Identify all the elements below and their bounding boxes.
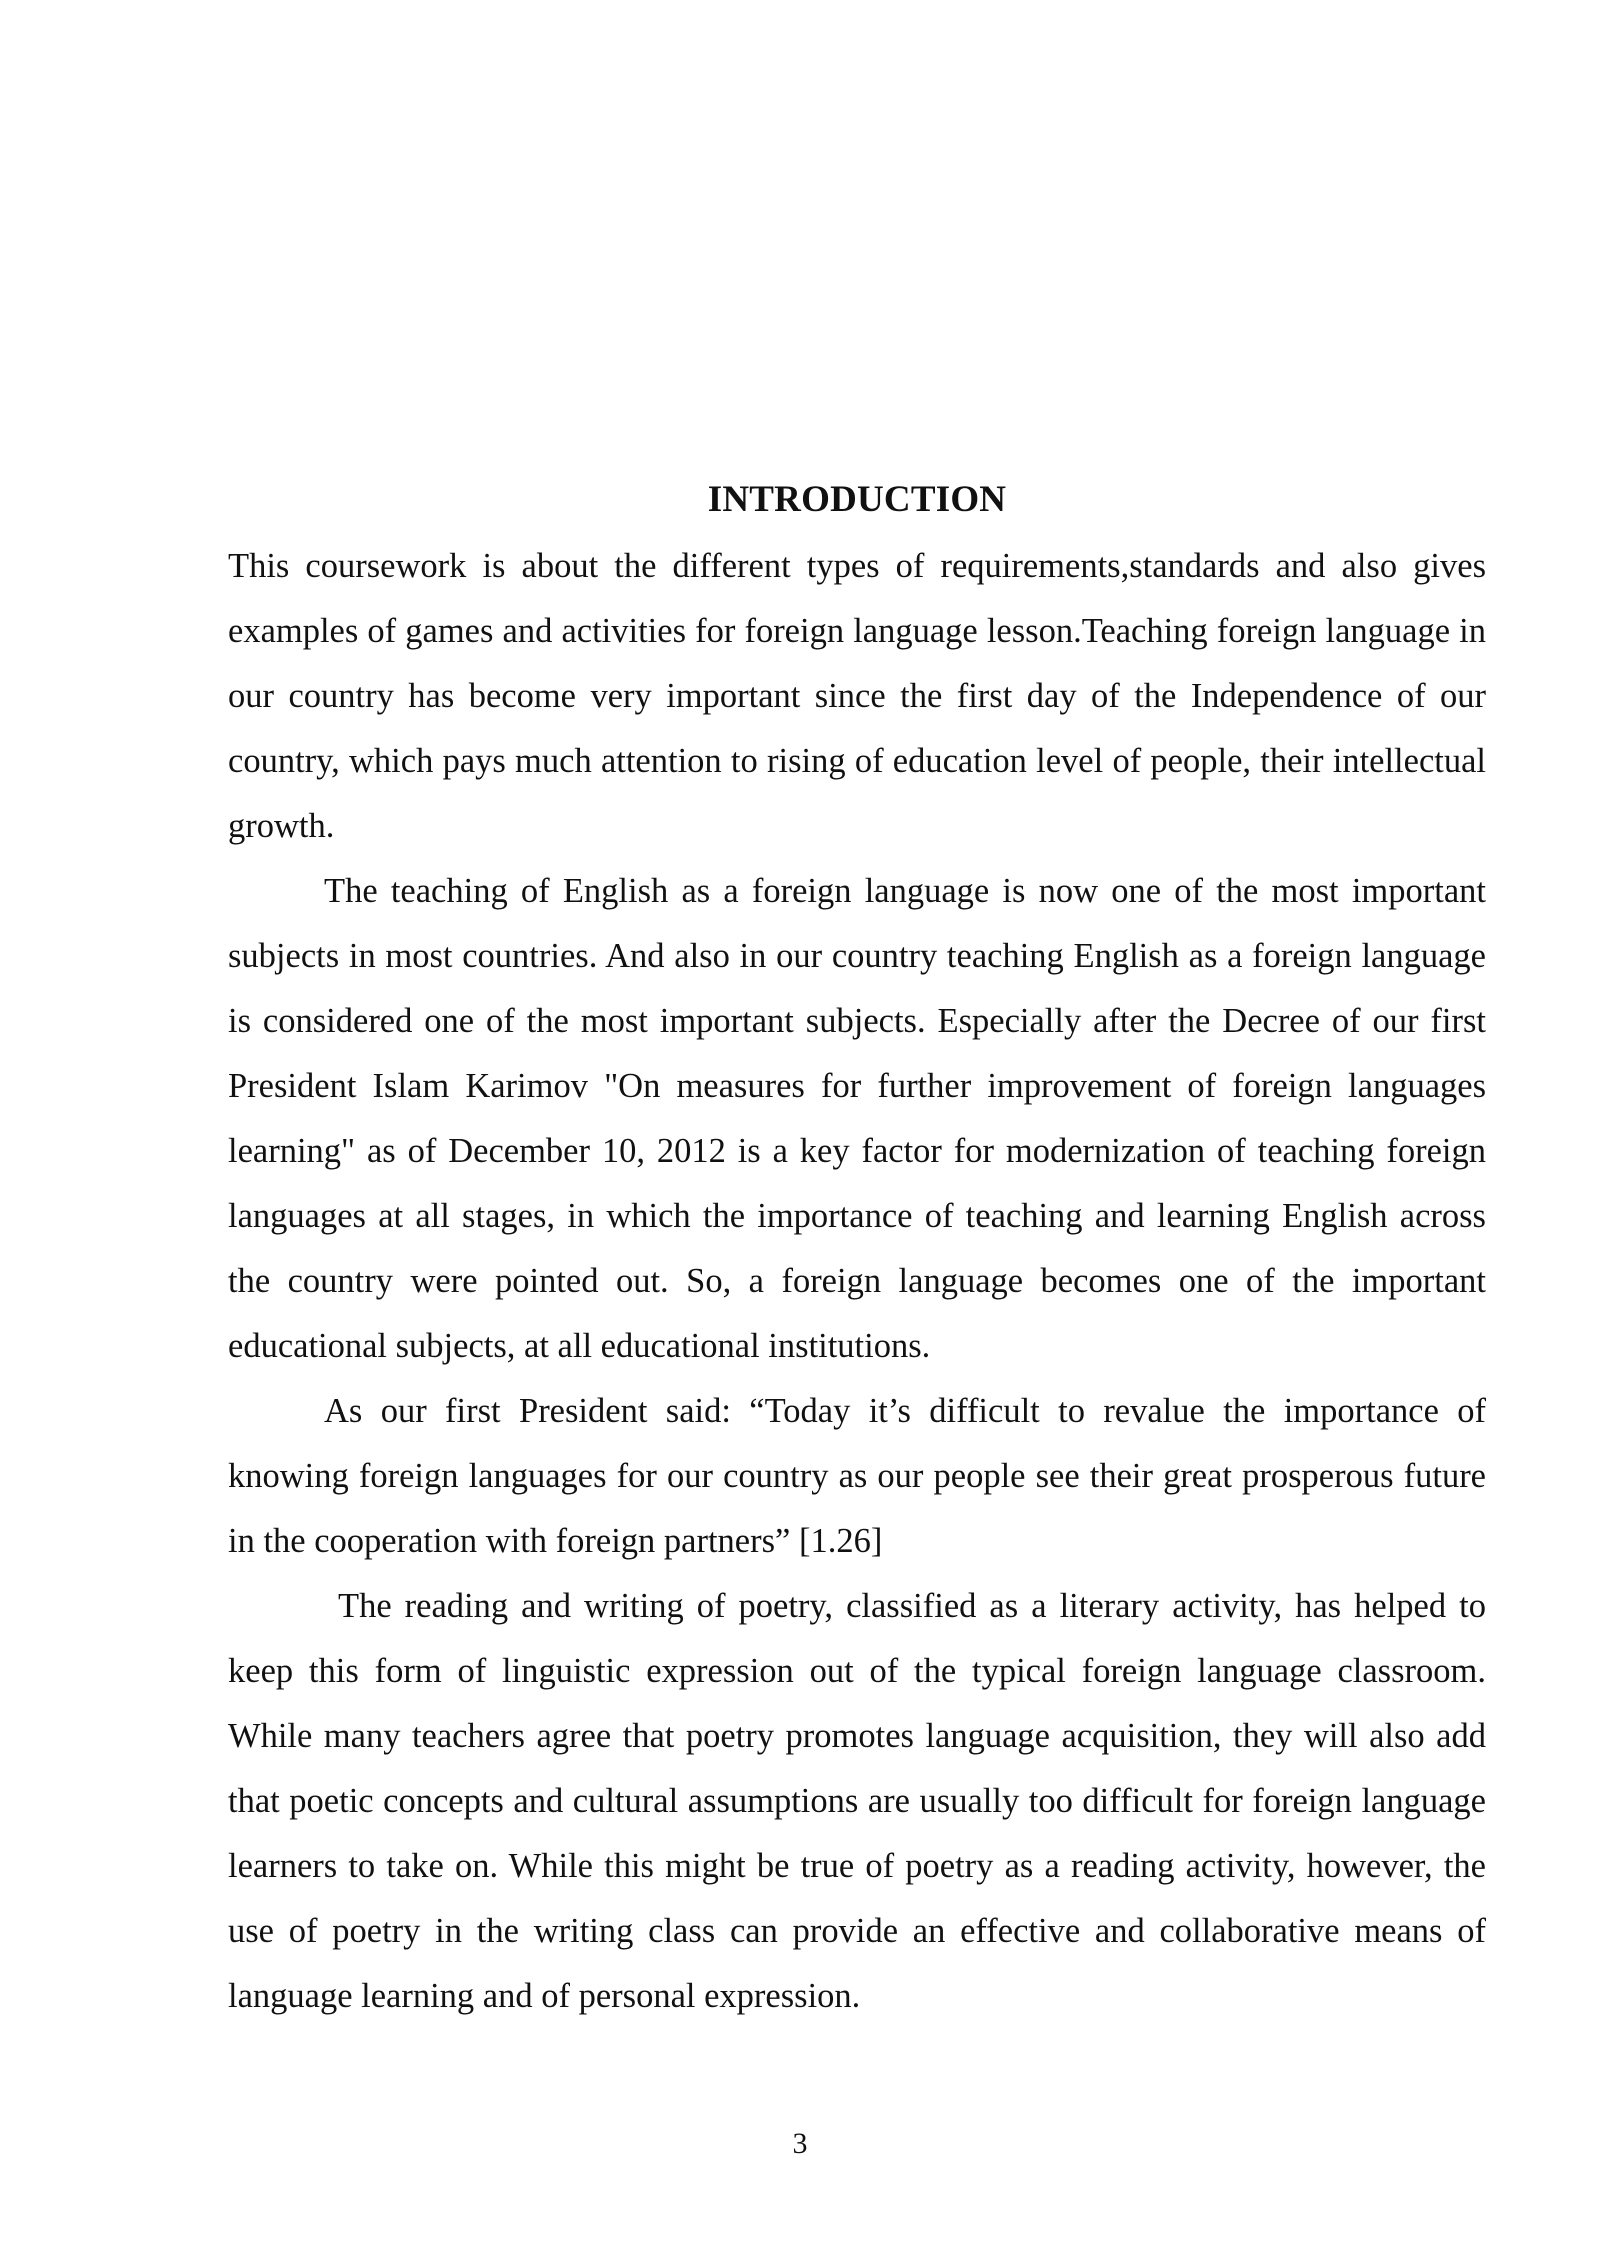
paragraph-president-quote: As our first President said: “Today it’s difficult to revalue the importance of knowing foreign languages for our country as our people see their great prosperous future in the cooperation with foreign partners” [1.26]: [228, 1392, 1486, 1560]
paragraph-intro: This coursework is about the different types of requirements,standards and also gives examples of games and activities for foreign language lesson.Teaching foreign language in our country has become very important since the first day of the Independence of our country, which pays much attention to rising of education level of people, their intellectual growth.: [228, 547, 1486, 845]
page-content: [228, 470, 1486, 2029]
page-number: 3: [792, 2127, 808, 2160]
paragraph-poetry: The reading and writing of poetry, classified as a literary activity, has helped to keep this form of linguistic expression out of the typical foreign language classroom. While many teachers agree that poetry promotes language acquisition, they will also add that poetic concepts and cultural assumptions are usually too difficult for foreign language learners to take on. While this might be true of poetry as a reading activity, however, the use of poetry in the writing class can provide an effective and collaborative means of language learning and of personal expression.: [228, 1587, 1486, 2015]
paragraph-english-teaching: The teaching of English as a foreign language is now one of the most important subjects in most countries. And also in our country teaching English as a foreign language is considered one of the most important subjects. Especially after the Decree of our first President Islam Karimov "On measures for further improvement of foreign languages learning" as of December 10, 2012 is a key factor for modernization of teaching foreign languages at all stages, in which the importance of teaching and learning English across the country were pointed out. So, a foreign language becomes one of the important educational subjects, at all educational institutions.: [228, 872, 1486, 1365]
section-heading: INTRODUCTION: [707, 479, 1007, 520]
